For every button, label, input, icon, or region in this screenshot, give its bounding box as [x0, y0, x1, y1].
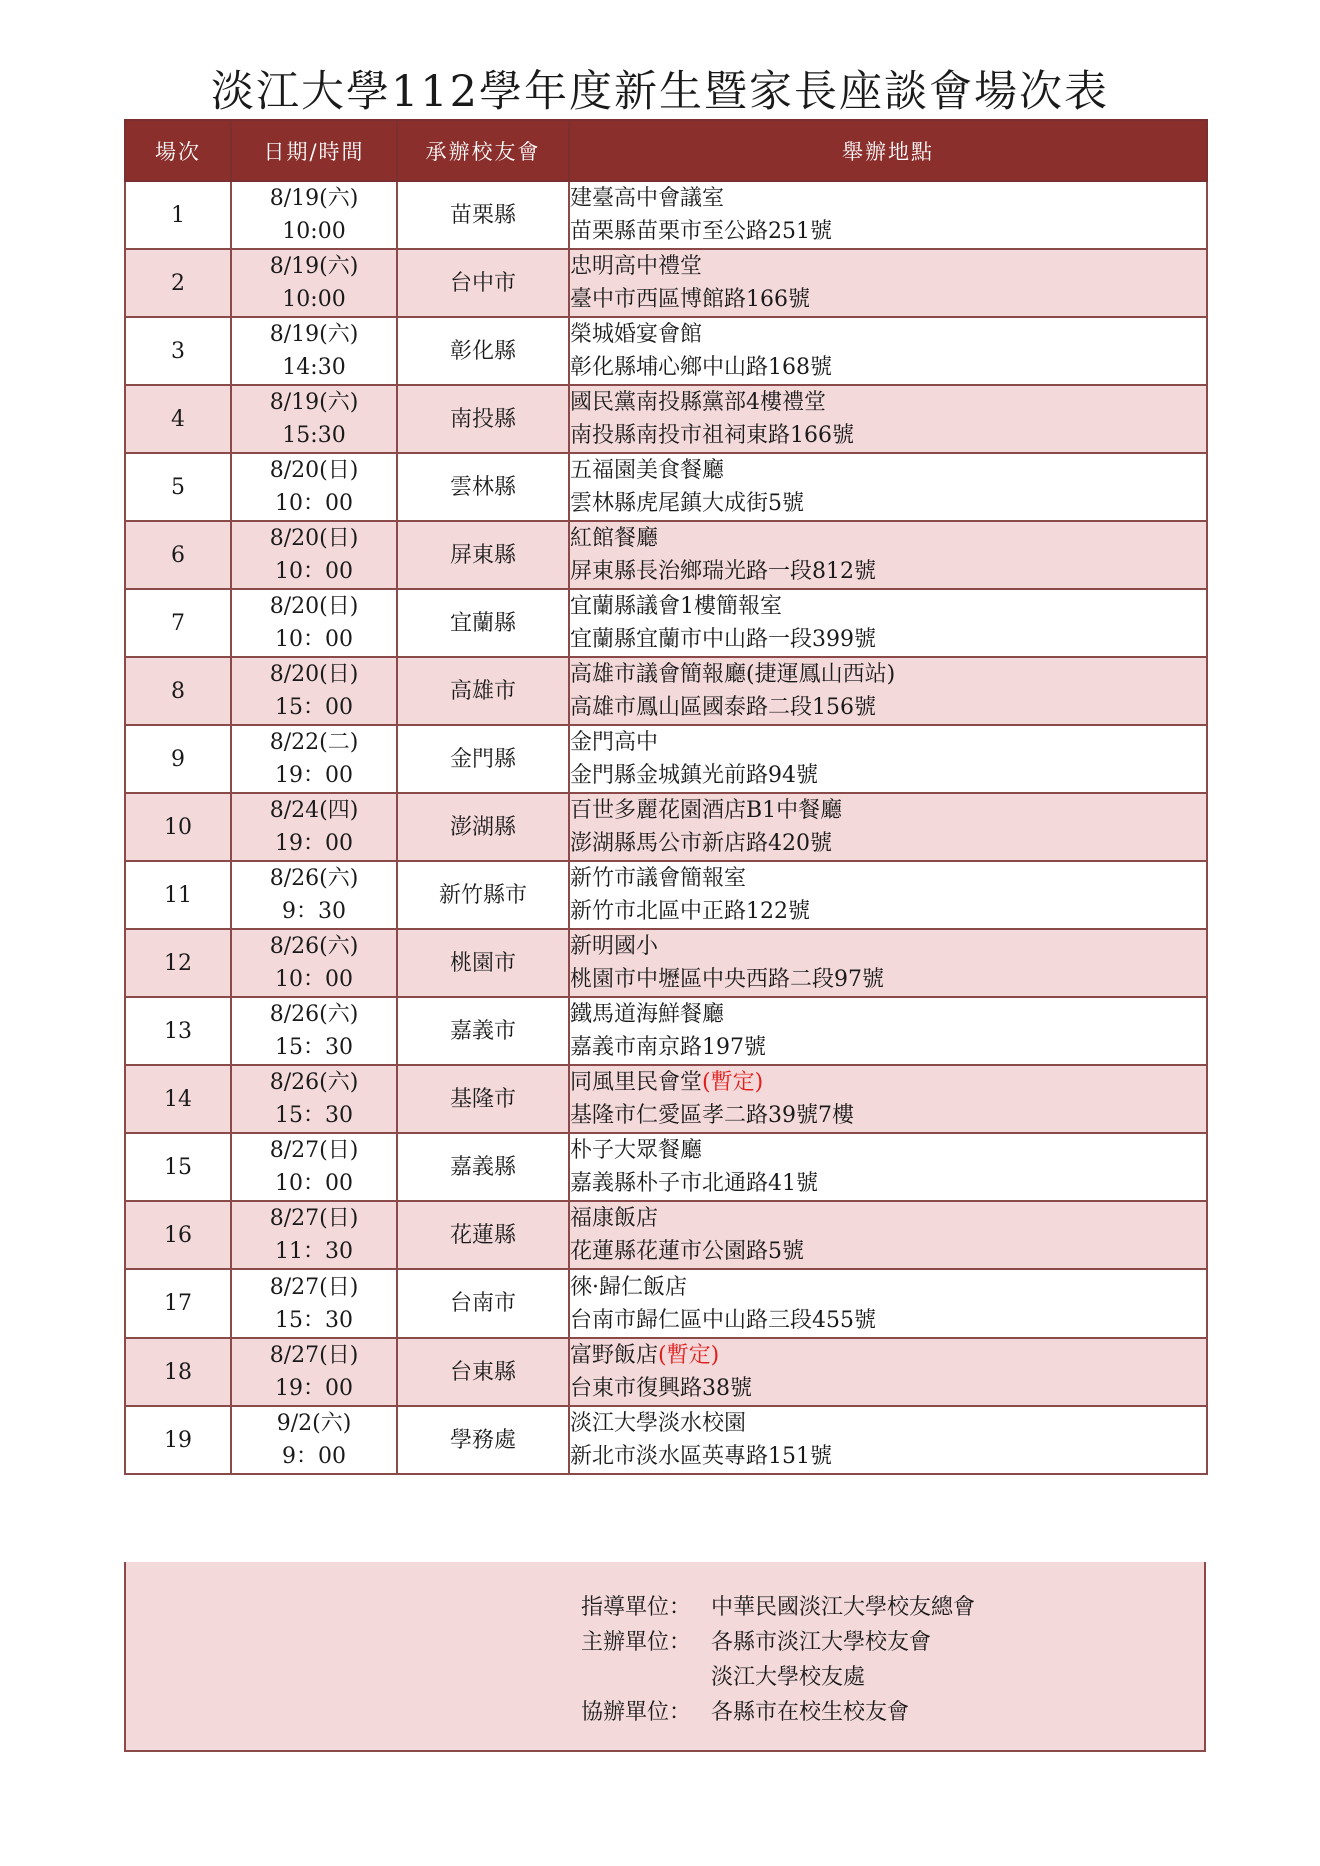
session-number: 4	[125, 385, 231, 453]
session-number: 19	[125, 1406, 231, 1474]
host-unit-2	[581, 1660, 975, 1695]
host-association: 高雄市	[397, 657, 569, 725]
host-association: 彰化縣	[397, 317, 569, 385]
session-datetime	[231, 725, 397, 793]
venue-address: 澎湖縣馬公市新店路420號	[570, 831, 832, 856]
page-title: 淡江大學112學年度新生暨家長座談會場次表	[210, 67, 1110, 117]
host-association: 台東縣	[397, 1338, 569, 1406]
table-row	[125, 1406, 1207, 1474]
table-row	[125, 181, 1207, 249]
session-date: 8/27(日)	[269, 1138, 359, 1163]
session-datetime	[231, 793, 397, 861]
table-row	[125, 997, 1207, 1065]
session-number: 5	[125, 453, 231, 521]
schedule-table	[124, 119, 1208, 1475]
host-association: 嘉義市	[397, 997, 569, 1065]
session-datetime	[231, 997, 397, 1065]
host-association: 桃園市	[397, 929, 569, 997]
venue-address: 台東市復興路38號	[570, 1376, 752, 1401]
session-number: 18	[125, 1338, 231, 1406]
venue-cell	[569, 589, 1207, 657]
venue-place: 宜蘭縣議會1樓簡報室	[570, 594, 782, 619]
session-time: 15：30	[275, 1035, 353, 1060]
session-datetime	[231, 385, 397, 453]
venue-place: 新竹市議會簡報室	[570, 866, 747, 891]
session-date: 8/20(日)	[269, 526, 359, 551]
session-date: 8/26(六)	[269, 1002, 359, 1027]
session-number: 15	[125, 1133, 231, 1201]
header-session: 場次	[125, 120, 231, 181]
venue-cell	[569, 725, 1207, 793]
venue-cell	[569, 997, 1207, 1065]
session-date: 8/19(六)	[269, 390, 359, 415]
venue-address: 新北市淡水區英專路151號	[570, 1444, 832, 1469]
session-number: 10	[125, 793, 231, 861]
session-number: 12	[125, 929, 231, 997]
venue-address: 苗栗縣苗栗市至公路251號	[570, 219, 832, 244]
session-date: 8/22(二)	[269, 730, 359, 755]
venue-place: 福康飯店	[570, 1206, 659, 1231]
session-number: 8	[125, 657, 231, 725]
venue-place: 高雄市議會簡報廳(捷運鳳山西站)	[570, 662, 896, 687]
tentative-tag: (暫定)	[658, 1343, 720, 1368]
host-association: 新竹縣市	[397, 861, 569, 929]
session-date: 8/26(六)	[269, 866, 359, 891]
table-row	[125, 657, 1207, 725]
session-time: 11：30	[275, 1239, 353, 1264]
session-number: 14	[125, 1065, 231, 1133]
session-time: 9：00	[282, 1444, 346, 1469]
session-number: 11	[125, 861, 231, 929]
table-row	[125, 521, 1207, 589]
table-row	[125, 317, 1207, 385]
table-row	[125, 793, 1207, 861]
tentative-tag: (暫定)	[702, 1070, 764, 1095]
venue-address: 桃園市中壢區中央西路二段97號	[570, 967, 884, 992]
session-number: 13	[125, 997, 231, 1065]
venue-place: 金門高中	[570, 730, 659, 755]
session-time: 15:30	[282, 423, 346, 448]
session-date: 8/27(日)	[269, 1274, 359, 1300]
venue-place: 忠明高中禮堂	[570, 254, 703, 279]
session-time: 19：00	[275, 763, 353, 788]
venue-place: 建臺高中會議室	[570, 186, 725, 211]
host-association: 台南市	[397, 1269, 569, 1338]
venue-cell	[569, 453, 1207, 521]
session-datetime	[231, 1201, 397, 1269]
session-datetime	[231, 657, 397, 725]
host-association: 學務處	[397, 1406, 569, 1474]
session-time: 15：00	[275, 695, 353, 720]
session-time: 10:00	[282, 287, 346, 312]
session-datetime	[231, 589, 397, 657]
table-row	[125, 1338, 1207, 1406]
venue-address: 花蓮縣花蓮市公園路5號	[570, 1239, 804, 1264]
session-time: 10：00	[275, 627, 353, 652]
venue-cell	[569, 1065, 1207, 1133]
session-datetime	[231, 1269, 397, 1338]
host-unit	[581, 1625, 975, 1660]
header-venue: 舉辦地點	[569, 120, 1207, 181]
session-time: 15：30	[275, 1103, 353, 1128]
table-row	[125, 1269, 1207, 1338]
venue-cell	[569, 317, 1207, 385]
session-time: 10：00	[275, 1171, 353, 1196]
table-row	[125, 1201, 1207, 1269]
session-date: 8/19(六)	[269, 186, 359, 211]
venue-cell	[569, 1133, 1207, 1201]
host-association: 花蓮縣	[397, 1201, 569, 1269]
host-value-2: 淡江大學校友處	[711, 1665, 866, 1690]
venue-cell	[569, 1269, 1207, 1338]
host-association: 金門縣	[397, 725, 569, 793]
host-association: 南投縣	[397, 385, 569, 453]
table-row	[125, 929, 1207, 997]
venue-cell	[569, 1201, 1207, 1269]
session-time: 19：00	[275, 1376, 353, 1401]
host-association: 基隆市	[397, 1065, 569, 1133]
session-date: 9/2(六)	[276, 1411, 352, 1436]
session-time: 15：30	[275, 1307, 353, 1333]
session-time: 10:00	[282, 219, 346, 244]
session-number: 7	[125, 589, 231, 657]
venue-place: 五福園美食餐廳	[570, 458, 725, 483]
host-association: 屏東縣	[397, 521, 569, 589]
session-datetime	[231, 181, 397, 249]
session-number: 2	[125, 249, 231, 317]
session-number: 9	[125, 725, 231, 793]
table-header-row	[125, 120, 1207, 181]
session-datetime	[231, 317, 397, 385]
venue-cell	[569, 249, 1207, 317]
venue-address: 臺中市西區博館路166號	[570, 287, 810, 312]
table-row	[125, 249, 1207, 317]
session-date: 8/27(日)	[269, 1343, 359, 1368]
guide-label: 指導單位：	[581, 1595, 692, 1620]
header-host: 承辦校友會	[397, 120, 569, 181]
host-association: 澎湖縣	[397, 793, 569, 861]
host-association: 台中市	[397, 249, 569, 317]
session-datetime	[231, 521, 397, 589]
table-row	[125, 725, 1207, 793]
venue-address: 彰化縣埔心鄉中山路168號	[570, 355, 832, 380]
session-datetime	[231, 1406, 397, 1474]
host-association: 苗栗縣	[397, 181, 569, 249]
venue-address: 高雄市鳳山區國泰路二段156號	[570, 695, 876, 720]
session-date: 8/26(六)	[269, 1070, 359, 1095]
host-label: 主辦單位：	[581, 1630, 692, 1655]
table-row	[125, 385, 1207, 453]
venue-place: 徠·歸仁飯店	[570, 1274, 687, 1300]
session-datetime	[231, 1133, 397, 1201]
venue-place: 榮城婚宴會館	[570, 322, 703, 347]
guide-unit	[581, 1590, 975, 1625]
venue-cell	[569, 181, 1207, 249]
session-date: 8/20(日)	[269, 662, 359, 687]
session-datetime	[231, 453, 397, 521]
organizer-footer	[124, 1562, 1206, 1752]
table-row	[125, 1133, 1207, 1201]
venue-address: 屏東縣長治鄉瑞光路一段812號	[570, 559, 876, 584]
session-time: 10：00	[275, 559, 353, 584]
host-value-1: 各縣市淡江大學校友會	[711, 1630, 932, 1655]
venue-cell	[569, 1406, 1207, 1474]
session-time: 9：30	[282, 899, 346, 924]
co-unit	[581, 1695, 975, 1730]
guide-value: 中華民國淡江大學校友總會	[711, 1595, 976, 1620]
session-datetime	[231, 1338, 397, 1406]
venue-place: 淡江大學淡水校園	[570, 1411, 747, 1436]
host-association: 嘉義縣	[397, 1133, 569, 1201]
venue-cell	[569, 861, 1207, 929]
table-row	[125, 861, 1207, 929]
co-value: 各縣市在校生校友會	[711, 1700, 910, 1725]
venue-address: 南投縣南投市祖祠東路166號	[570, 423, 854, 448]
session-datetime	[231, 929, 397, 997]
host-association: 雲林縣	[397, 453, 569, 521]
venue-cell	[569, 657, 1207, 725]
table-row	[125, 453, 1207, 521]
venue-cell	[569, 521, 1207, 589]
session-date: 8/26(六)	[269, 934, 359, 959]
venue-address: 基隆市仁愛區孝二路39號7樓	[570, 1103, 854, 1128]
venue-address: 新竹市北區中正路122號	[570, 899, 810, 924]
venue-place: 富野飯店(暫定)	[570, 1343, 720, 1368]
session-datetime	[231, 1065, 397, 1133]
session-time: 10：00	[275, 491, 353, 516]
table-row	[125, 589, 1207, 657]
co-label: 協辦單位：	[581, 1700, 692, 1725]
session-time: 19：00	[275, 831, 353, 856]
venue-place: 紅館餐廳	[570, 526, 659, 551]
venue-cell	[569, 385, 1207, 453]
venue-address: 金門縣金城鎮光前路94號	[570, 763, 818, 788]
venue-place: 朴子大眾餐廳	[570, 1138, 703, 1163]
session-number: 17	[125, 1269, 231, 1338]
venue-place: 國民黨南投縣黨部4樓禮堂	[570, 390, 826, 415]
session-datetime	[231, 861, 397, 929]
session-datetime	[231, 249, 397, 317]
venue-cell	[569, 793, 1207, 861]
session-number: 1	[125, 181, 231, 249]
venue-address: 宜蘭縣宜蘭市中山路一段399號	[570, 627, 876, 652]
session-date: 8/24(四)	[269, 798, 359, 823]
venue-place: 鐵馬道海鮮餐廳	[570, 1002, 725, 1027]
venue-address: 嘉義縣朴子市北通路41號	[570, 1171, 818, 1196]
session-number: 16	[125, 1201, 231, 1269]
venue-place: 新明國小	[570, 934, 659, 959]
session-date: 8/19(六)	[269, 322, 359, 347]
header-datetime: 日期/時間	[231, 120, 397, 181]
venue-place: 百世多麗花園酒店B1中餐廳	[570, 798, 843, 823]
session-date: 8/27(日)	[269, 1206, 359, 1231]
session-date: 8/19(六)	[269, 254, 359, 279]
session-date: 8/20(日)	[269, 458, 359, 483]
host-association: 宜蘭縣	[397, 589, 569, 657]
venue-address: 台南市歸仁區中山路三段455號	[570, 1307, 876, 1333]
venue-address: 雲林縣虎尾鎮大成街5號	[570, 491, 804, 516]
venue-address: 嘉義市南京路197號	[570, 1035, 766, 1060]
session-number: 3	[125, 317, 231, 385]
venue-cell	[569, 929, 1207, 997]
venue-place: 同風里民會堂(暫定)	[570, 1070, 764, 1095]
session-time: 10：00	[275, 967, 353, 992]
table-row	[125, 1065, 1207, 1133]
session-time: 14:30	[282, 355, 346, 380]
session-number: 6	[125, 521, 231, 589]
session-date: 8/20(日)	[269, 594, 359, 619]
venue-cell	[569, 1338, 1207, 1406]
